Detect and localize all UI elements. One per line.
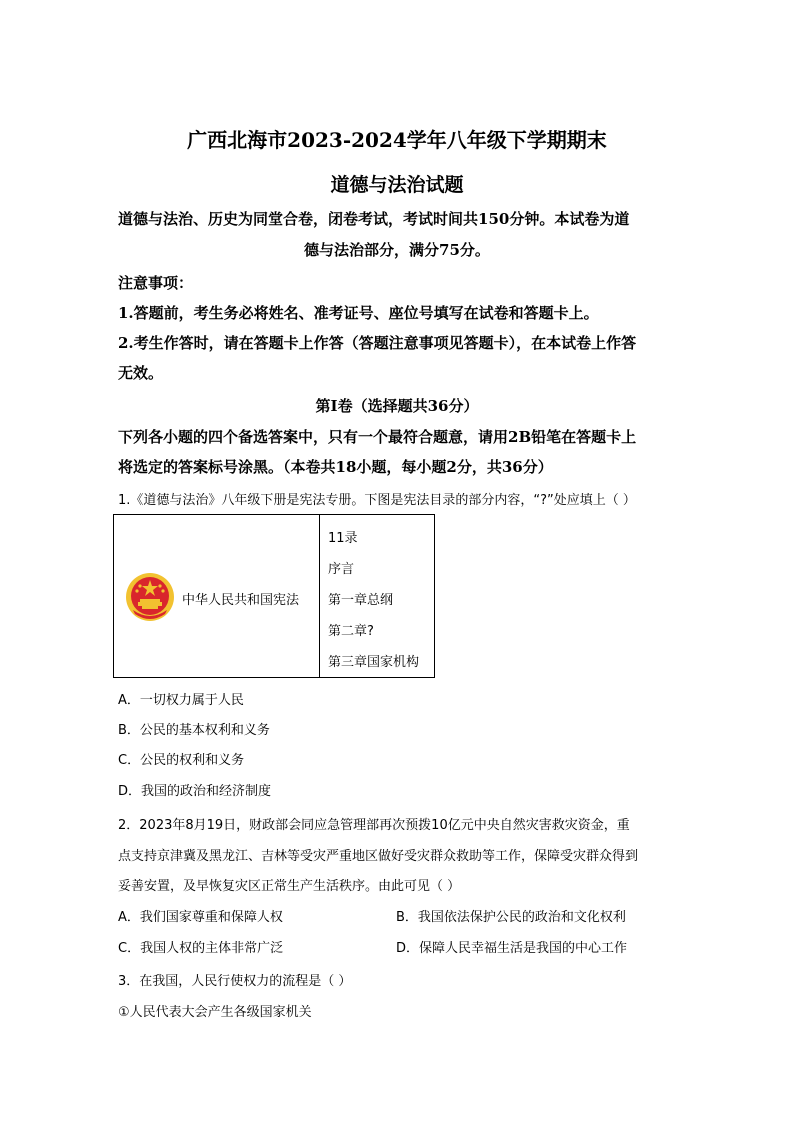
q1-option-b: B．公民的基本权利和义务 xyxy=(118,723,270,738)
q1-option-c: C．公民的权利和义务 xyxy=(118,753,245,768)
notes-item-2-line-2: 无效。 xyxy=(118,364,164,382)
exam-subtitle: 道德与法治试题 xyxy=(330,174,464,196)
q3-item-1: ①人民代表大会产生各级国家机关 xyxy=(118,1005,312,1020)
intro-line-2: 德与法治部分，满分75分。 xyxy=(304,241,490,259)
intro-line-1: 道德与法治、历史为同堂合卷，闭卷考试，考试时间共150分钟。本试卷为道 xyxy=(118,210,630,228)
constitution-title: 中华人民共和国宪法 xyxy=(182,593,300,608)
notes-item-2-line-1: 2.考生作答时，请在答题卡上作答（答题注意事项见答题卡），在本试卷上作答 xyxy=(118,334,637,352)
toc-entry: 序言 xyxy=(328,562,355,577)
exam-title: 广西北海市2023-2024学年八年级下学期期末 xyxy=(187,128,607,152)
q2-option-b: B．我国依法保护公民的政治和文化权利 xyxy=(396,910,626,925)
toc-entry: 第二章? xyxy=(328,624,374,639)
q2-option-d: D．保障人民幸福生活是我国的中心工作 xyxy=(396,941,628,956)
section-instruction-line-2: 将选定的答案标号涂黑。（本卷共18小题，每小题2分，共36分） xyxy=(118,458,553,476)
notes-heading: 注意事项： xyxy=(118,274,194,292)
toc-entry: 11录 xyxy=(328,531,358,546)
toc-entry: 第三章国家机构 xyxy=(328,655,420,670)
q2-stem-line-1: 2．2023年8月19日，财政部会同应急管理部再次预拨10亿元中央自然灾害救灾资金，重 xyxy=(118,818,630,833)
table-divider xyxy=(319,515,320,677)
q1-constitution-table xyxy=(113,514,435,678)
q2-stem-line-2: 点支持京津冀及黑龙江、吉林等受灾严重地区做好受灾群众救助等工作，保障受灾群众得到 xyxy=(118,849,639,864)
notes-item-1: 1.答题前，考生务必将姓名、准考证号、座位号填写在试卷和答题卡上。 xyxy=(118,304,599,322)
q1-option-d: D．我国的政治和经济制度 xyxy=(118,784,272,799)
national-emblem-icon xyxy=(125,572,175,622)
q1-option-a: A．一切权力属于人民 xyxy=(118,693,244,708)
q3-stem: 3．在我国，人民行使权力的流程是（ ） xyxy=(118,974,352,989)
section-heading: 第I卷（选择题共36分） xyxy=(315,397,479,415)
q2-option-c: C．我国人权的主体非常广泛 xyxy=(118,941,284,956)
q2-stem-line-3: 妥善安置，及早恢复灾区正常生产生活秩序。由此可见（ ） xyxy=(118,879,461,894)
q2-option-a: A．我们国家尊重和保障人权 xyxy=(118,910,283,925)
section-instruction-line-1: 下列各小题的四个备选答案中，只有一个最符合题意，请用2B铅笔在答题卡上 xyxy=(118,428,637,446)
toc-entry: 第一章总纲 xyxy=(328,593,394,608)
q1-stem: 1.《道德与法治》八年级下册是宪法专册。下图是宪法目录的部分内容，“?”处应填上（ ） xyxy=(118,493,636,508)
